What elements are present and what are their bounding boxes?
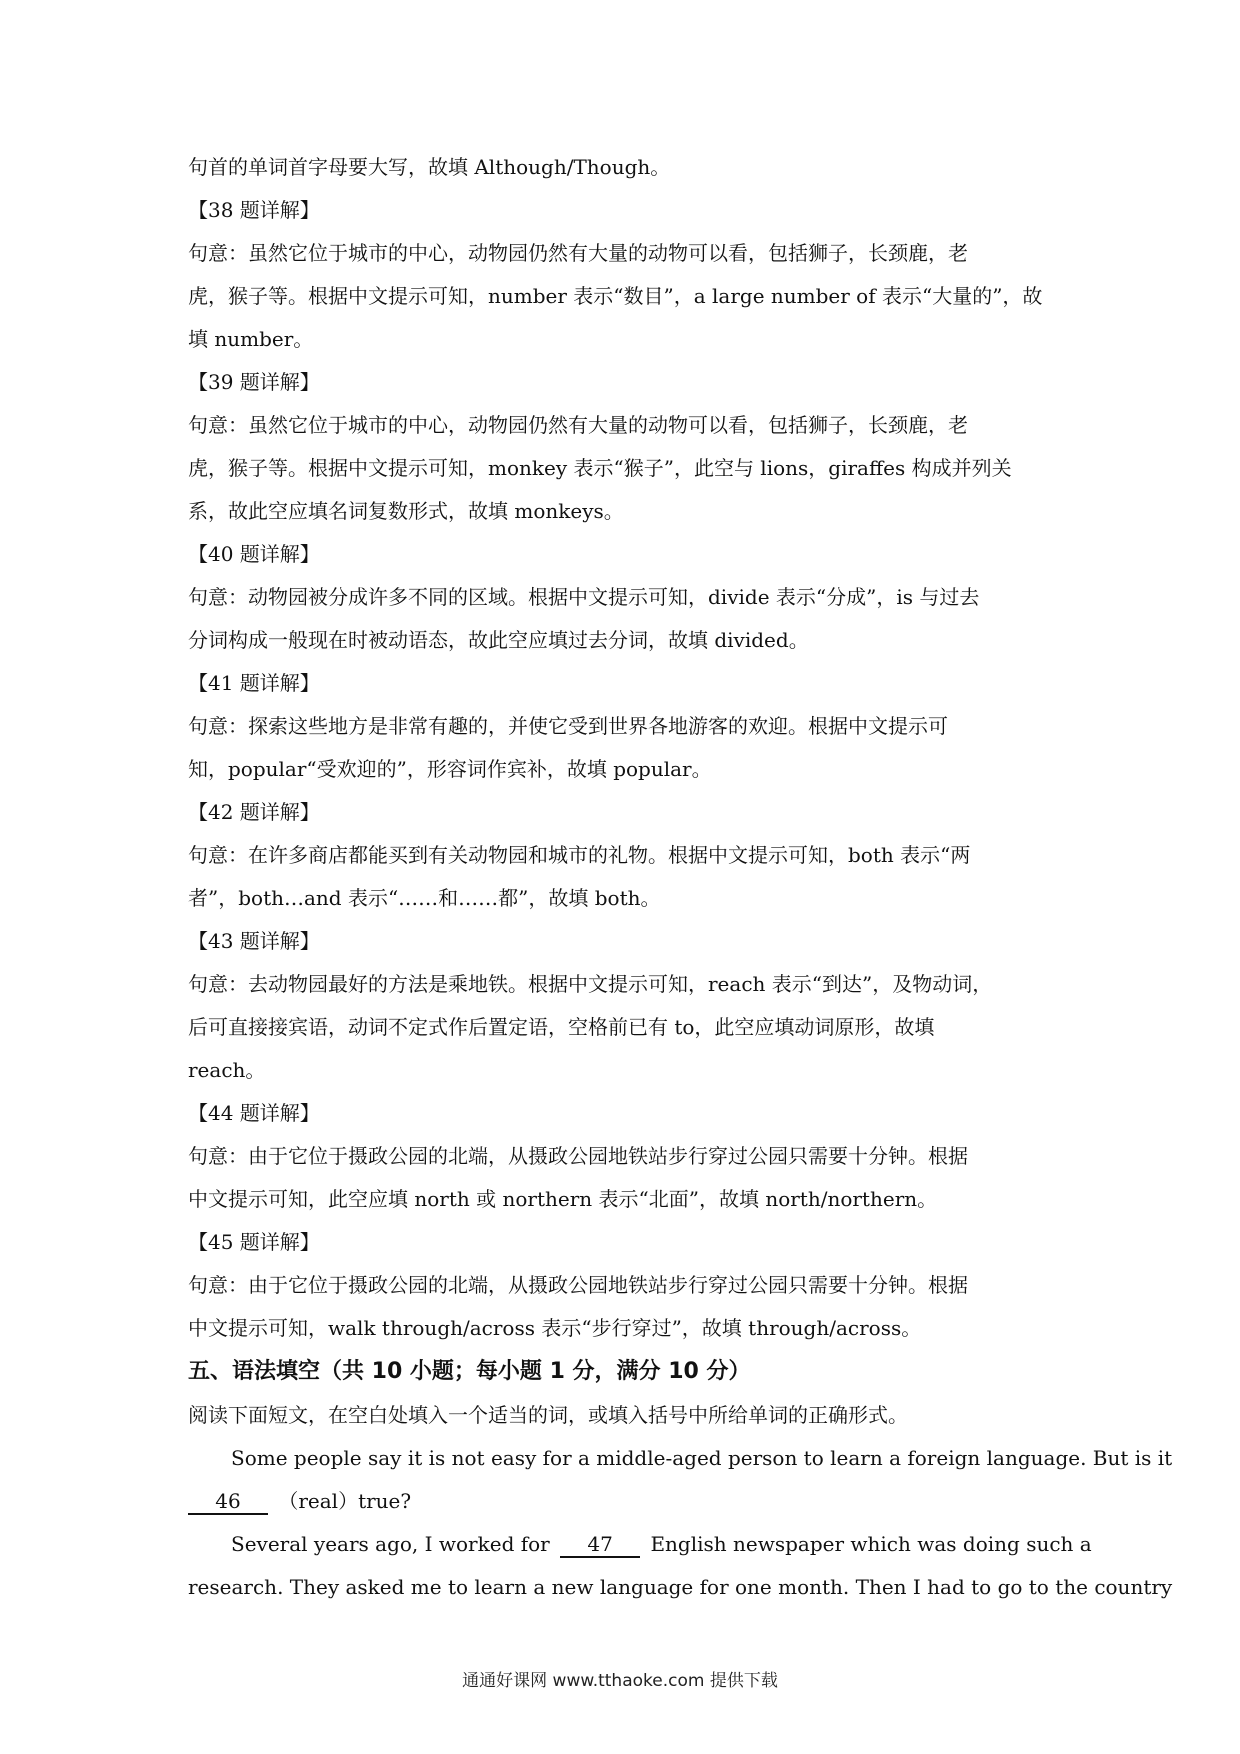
text-line: 句意：由于它位于摄政公园的北端，从摄政公园地铁站步行穿过公园只需要十分钟。根据 bbox=[188, 1273, 968, 1297]
answer-blank-47[interactable]: 47 bbox=[560, 1532, 640, 1558]
text-line: 分词构成一般现在时被动语态，故此空应填过去分词，故填 divided。 bbox=[188, 628, 809, 652]
passage-line bbox=[188, 1523, 1092, 1566]
text-line: 句意：由于它位于摄政公园的北端，从摄政公园地铁站步行穿过公园只需要十分钟。根据 bbox=[188, 1144, 968, 1168]
answer-blank-46[interactable]: 46 bbox=[188, 1489, 268, 1515]
document-page bbox=[188, 146, 1173, 1609]
section-instruction: 阅读下面短文，在空白处填入一个适当的词，或填入括号中所给单词的正确形式。 bbox=[188, 1403, 908, 1427]
text-line: 句意：探索这些地方是非常有趣的，并使它受到世界各地游客的欢迎。根据中文提示可 bbox=[188, 714, 948, 738]
passage-line bbox=[188, 1480, 1054, 1523]
text-line: 填 number。 bbox=[188, 327, 314, 351]
text-line: 中文提示可知，此空应填 north 或 northern 表示“北面”，故填 north/northern。 bbox=[188, 1187, 938, 1211]
passage bbox=[188, 1437, 1173, 1609]
passage-line: Some people say it is not easy for a middle-aged person to learn a foreign language. But is it bbox=[231, 1446, 1173, 1470]
question-heading-41: 【41 题详解】 bbox=[188, 671, 320, 695]
question-heading-42: 【42 题详解】 bbox=[188, 800, 320, 824]
question-heading-43: 【43 题详解】 bbox=[188, 929, 320, 953]
text-line: 虎，猴子等。根据中文提示可知，number 表示“数目”，a large number of 表示“大量的”，故 bbox=[188, 284, 1043, 308]
text-line: 者”，both…and 表示“……和……都”，故填 both。 bbox=[188, 886, 661, 910]
text-line: 后可直接接宾语，动词不定式作后置定语，空格前已有 to，此空应填动词原形，故填 bbox=[188, 1015, 935, 1039]
text-line: 句意：虽然它位于城市的中心，动物园仍然有大量的动物可以看，包括狮子，长颈鹿，老 bbox=[188, 241, 968, 265]
question-heading-40: 【40 题详解】 bbox=[188, 542, 320, 566]
question-heading-38: 【38 题详解】 bbox=[188, 198, 320, 222]
question-heading-44: 【44 题详解】 bbox=[188, 1101, 320, 1125]
passage-line: research. They asked me to learn a new language for one month. Then I had to go to the country bbox=[188, 1575, 1173, 1599]
text-line: 句意：去动物园最好的方法是乘地铁。根据中文提示可知，reach 表示“到达”，及物动词， bbox=[188, 972, 993, 996]
explanations bbox=[188, 146, 1054, 1350]
text-line: 句意：动物园被分成许多不同的区域。根据中文提示可知，divide 表示“分成”，is 与过去 bbox=[188, 585, 980, 609]
text-line: 中文提示可知，walk through/across 表示“步行穿过”，故填 through/across。 bbox=[188, 1316, 922, 1340]
passage-text: （real）true? bbox=[278, 1489, 412, 1513]
text-line: 句意：在许多商店都能买到有关动物园和城市的礼物。根据中文提示可知，both 表示“两 bbox=[188, 843, 971, 867]
page-footer: 通通好课网 www.tthaoke.com 提供下载 bbox=[462, 1671, 778, 1691]
text-line: reach。 bbox=[188, 1058, 266, 1082]
question-heading-39: 【39 题详解】 bbox=[188, 370, 320, 394]
passage-text: English newspaper which was doing such a bbox=[650, 1532, 1092, 1556]
text-line: 虎，猴子等。根据中文提示可知，monkey 表示“猴子”，此空与 lions，giraffes 构成并列关 bbox=[188, 456, 1012, 480]
question-heading-45: 【45 题详解】 bbox=[188, 1230, 320, 1254]
section-title: 五、语法填空（共 10 小题；每小题 1 分，满分 10 分） bbox=[188, 1359, 751, 1384]
text-line: 知，popular“受欢迎的”，形容词作宾补，故填 popular。 bbox=[188, 757, 712, 781]
passage-text: Several years ago, I worked for bbox=[231, 1532, 550, 1556]
text-line: 句意：虽然它位于城市的中心，动物园仍然有大量的动物可以看，包括狮子，长颈鹿，老 bbox=[188, 413, 968, 437]
text-line: 句首的单词首字母要大写，故填 Although/Though。 bbox=[188, 155, 671, 179]
text-line: 系，故此空应填名词复数形式，故填 monkeys。 bbox=[188, 499, 624, 523]
